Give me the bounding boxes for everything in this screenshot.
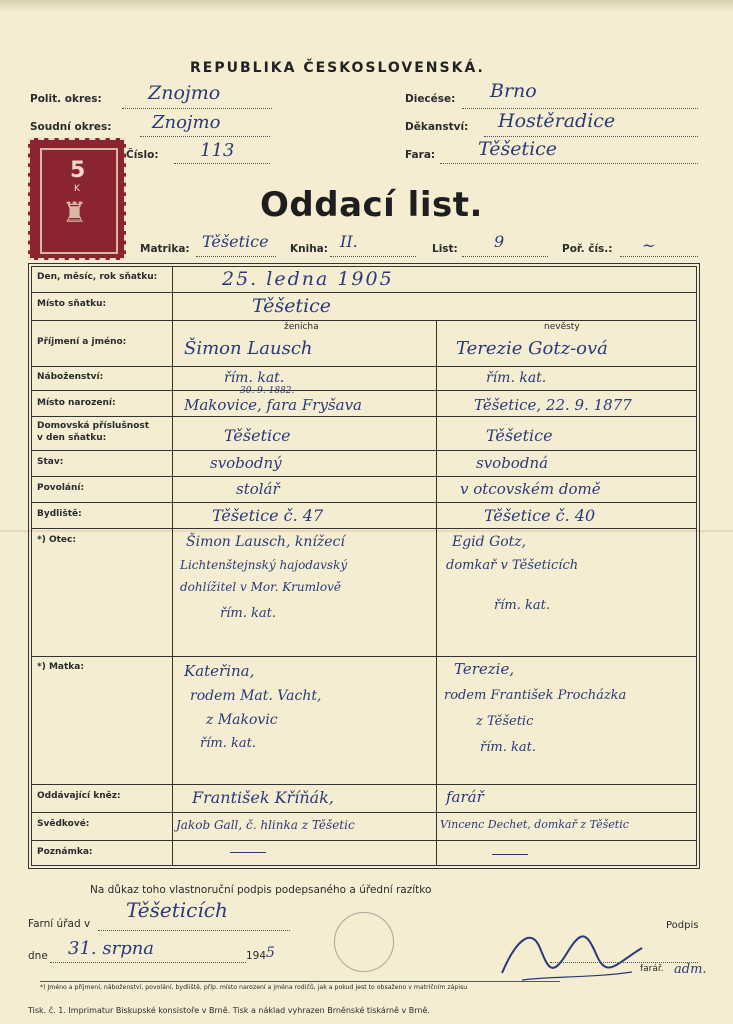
groom-mother-line-2: rodem Mat. Vacht,: [190, 688, 322, 704]
fara-value: Těšetice: [478, 138, 558, 160]
bride-religion: řím. kat.: [486, 370, 547, 386]
witness-1: Jakob Gall, č. hlinka z Těšetic: [176, 818, 355, 832]
groom-birthdate: 30. 9. 1882.: [240, 386, 295, 396]
groom-domicile: Těšetice: [224, 426, 291, 445]
row-label-father: *) Otec:: [37, 535, 76, 545]
bride-occupation: v otcovském domě: [460, 480, 601, 498]
bride-father-line-1: Egid Gotz,: [452, 534, 527, 550]
row-label-mother: *) Matka:: [37, 662, 84, 672]
bride-mother-line-1: Terezie,: [454, 660, 515, 678]
bride-mother-line-2: rodem František Procházka: [444, 688, 627, 703]
row-label-residence: Bydliště:: [37, 509, 82, 519]
col-header-bride: nevěsty: [544, 322, 580, 332]
row-label-note: Poznámka:: [37, 847, 93, 857]
bride-status: svobodná: [476, 454, 549, 472]
row-label-status: Stav:: [37, 457, 64, 467]
row-label-priest: Oddávající kněz:: [37, 791, 121, 801]
document-title: Oddací list.: [260, 185, 483, 225]
note-dash-bride: [492, 854, 528, 855]
signature-label: Podpis: [666, 920, 699, 931]
stamp-value: 5: [70, 158, 86, 183]
office-seal: [334, 912, 394, 972]
row-label-date: Den, měsíc, rok sňatku:: [37, 272, 158, 282]
row-label-religion: Náboženství:: [37, 372, 104, 382]
groom-mother-line-3: z Makovic: [206, 712, 278, 728]
fara-label: Fara:: [405, 149, 436, 161]
bride-father-line-3: řím. kat.: [494, 598, 550, 613]
groom-mother-line-4: řím. kat.: [200, 736, 256, 751]
date-label: dne: [28, 950, 48, 962]
bride-name: Terezie Gotz-ová: [456, 338, 608, 359]
groom-status: svobodný: [210, 454, 282, 472]
adm-annotation: adm.: [674, 962, 707, 977]
footnote: *) Jméno a příjmení, náboženství, povolání, bydliště, příp. místo narození a jména rodičů, jak a pokud jest to obsaženo v matričním zápisu: [40, 984, 468, 991]
wedding-date: 25. ledna 1905: [222, 268, 394, 290]
kniha-value: II.: [340, 232, 358, 251]
parish-office-value: Těšeticích: [126, 898, 228, 922]
groom-occupation: stolář: [236, 480, 280, 498]
year-suffix: 5: [266, 945, 275, 961]
attestation-text: Na důkaz toho vlastnoruční podpis podepsaného a úřední razítko: [90, 884, 432, 896]
diecese-value: Brno: [490, 80, 537, 102]
priest-title: farář: [446, 788, 484, 806]
list-label: List:: [432, 243, 458, 255]
signature: [492, 918, 652, 988]
dekanstvi-label: Děkanství:: [405, 121, 469, 133]
groom-religion: řím. kat.: [224, 370, 285, 386]
bride-domicile: Těšetice: [486, 426, 553, 445]
lion-emblem-icon: ♜: [62, 196, 88, 229]
bride-father-line-2: domkař v Těšeticích: [446, 558, 579, 573]
groom-birthplace: Makovice, fara Fryšava: [184, 396, 362, 414]
groom-residence: Těšetice č. 47: [212, 506, 324, 525]
cislo-value: 113: [200, 140, 235, 161]
priest-title-label: farář.: [640, 964, 664, 974]
row-label-occupation: Povolání:: [37, 483, 85, 493]
row-label-name: Příjmení a jméno:: [37, 337, 127, 347]
revenue-stamp: [28, 138, 126, 260]
date-value: 31. srpna: [68, 938, 155, 959]
groom-mother-line-1: Kateřina,: [184, 662, 255, 680]
republic-header: REPUBLIKA ČESKOSLOVENSKÁ.: [190, 60, 485, 76]
row-label-birthplace: Místo narození:: [37, 398, 116, 408]
col-header-groom: ženicha: [284, 322, 319, 332]
polit-okres-label: Polit. okres:: [30, 93, 102, 105]
groom-father-line-3: dohlížitel v Mor. Krumlově: [180, 580, 341, 594]
por-cis-value: ~: [642, 236, 656, 255]
bride-mother-line-4: řím. kat.: [480, 740, 536, 755]
witness-2: Vincenc Dechet, domkař z Těšetic: [440, 818, 629, 831]
row-label-domicile: Domovská příslušnost: [37, 421, 150, 431]
matrika-value: Těšetice: [202, 232, 269, 251]
torn-edge: [0, 0, 733, 12]
groom-father-line-4: řím. kat.: [220, 606, 276, 621]
stamp-unit: K: [74, 184, 80, 194]
row-label-domicile-2: v den sňatku:: [37, 433, 107, 443]
por-cis-label: Poř. čís.:: [562, 243, 613, 255]
diecese-label: Diecése:: [405, 93, 456, 105]
bride-residence: Těšetice č. 40: [484, 506, 596, 525]
row-label-witnesses: Svědkové:: [37, 819, 90, 829]
matrika-label: Matrika:: [140, 243, 190, 255]
list-value: 9: [494, 232, 505, 251]
parish-office-label: Farní úřad v: [28, 918, 91, 930]
bride-birthplace: Těšetice, 22. 9. 1877: [474, 396, 632, 414]
row-label-place: Místo sňatku:: [37, 299, 107, 309]
year-prefix: 194: [246, 950, 267, 962]
bride-mother-line-3: z Těšetic: [476, 714, 534, 729]
groom-name: Šimon Lausch: [184, 338, 313, 359]
wedding-place: Těšetice: [252, 295, 332, 317]
priest-name: František Kříňák,: [192, 788, 334, 807]
cislo-label: Číslo:: [126, 149, 159, 161]
imprint: Tisk. č. 1. Imprimatur Biskupské konsistoře v Brně. Tisk a náklad vyhrazen Brněnské tiskárně v Brně.: [28, 1006, 430, 1015]
soudni-okres-value: Znojmo: [152, 112, 221, 133]
groom-father-line-1: Šimon Lausch, knížecí: [186, 534, 345, 550]
soudni-okres-label: Soudní okres:: [30, 121, 112, 133]
dekanstvi-value: Hostěradice: [498, 110, 616, 132]
kniha-label: Kniha:: [290, 243, 328, 255]
groom-father-line-2: Lichtenštejnský hajodavský: [180, 558, 348, 572]
polit-okres-value: Znojmo: [148, 82, 221, 104]
note-dash-groom: [230, 852, 266, 853]
